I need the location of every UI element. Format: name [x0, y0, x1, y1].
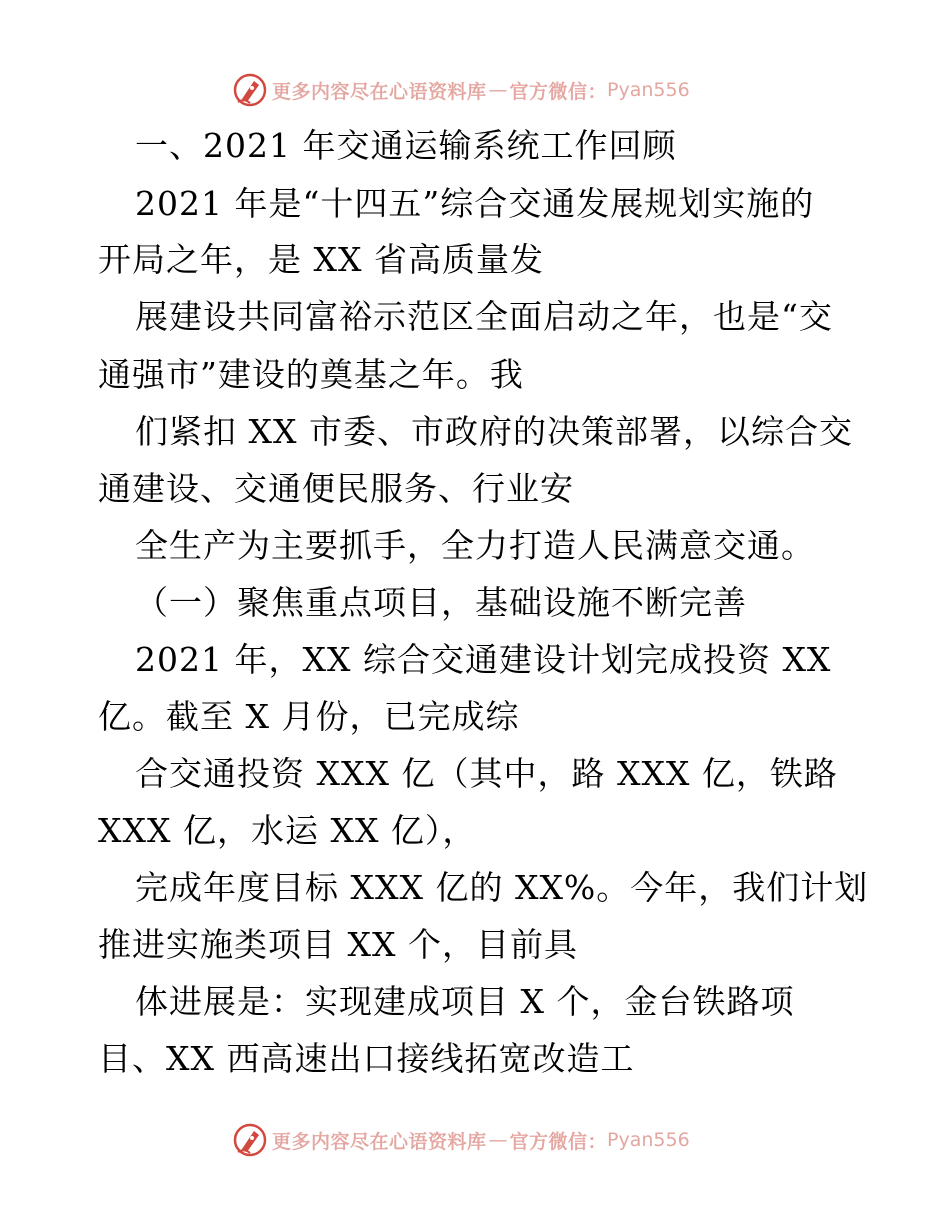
- paragraph-line: 2021 年，XX 综合交通建设计划完成投资 XX: [135, 640, 832, 679]
- paragraph-line: 通强市”建设的奠基之年。我: [98, 355, 524, 394]
- paragraph-line: 体进展是：实现建成项目 X 个，金台铁路项: [135, 982, 795, 1021]
- watermark-site-text: 更多内容尽在心语资料库: [272, 1130, 487, 1153]
- paragraph-line: 2021 年是“十四五”综合交通发展规划实施的: [135, 184, 815, 223]
- watermark-contact-id: Pyan556: [607, 79, 690, 101]
- pen-nib-logo-icon: [232, 1122, 268, 1158]
- watermark-content: [232, 72, 690, 108]
- watermark-site-text: 更多内容尽在心语资料库: [272, 80, 487, 103]
- paragraph-line: 全生产为主要抓手，全力打造人民满意交通。: [135, 526, 815, 565]
- paragraph-line: 目、XX 西高速出口接线拓宽改造工: [98, 1039, 635, 1078]
- header-watermark: [0, 70, 950, 110]
- pen-nib-logo-icon: [232, 72, 268, 108]
- paragraph-line: 完成年度目标 XXX 亿的 XX%。今年，我们计划: [135, 868, 869, 907]
- subsection-heading: （一）聚焦重点项目，基础设施不断完善: [135, 583, 747, 622]
- watermark-contact-text: 官方微信：: [509, 80, 608, 103]
- paragraph-line: 开局之年，是 XX 省高质量发: [98, 240, 544, 279]
- paragraph-line: XXX 亿，水运 XX 亿），: [98, 811, 477, 850]
- paragraph-line: 通建设、交通便民服务、行业安: [98, 469, 574, 508]
- paragraph-line: 亿。截至 X 月份，已完成综: [98, 697, 520, 736]
- footer-watermark: [0, 1120, 950, 1160]
- paragraph-line: 们紧扣 XX 市委、市政府的决策部署，以综合交: [135, 412, 853, 451]
- watermark-contact-id: Pyan556: [607, 1129, 690, 1151]
- paragraph-line: 合交通投资 XXX 亿（其中，路 XXX 亿，铁路: [135, 754, 838, 793]
- watermark-separator: —: [488, 79, 508, 101]
- paragraph-line: 展建设共同富裕示范区全面启动之年，也是“交: [135, 297, 833, 336]
- watermark-contact-text: 官方微信：: [509, 1130, 608, 1153]
- section-heading: 一、2021 年交通运输系统工作回顾: [135, 126, 677, 165]
- watermark-separator: —: [488, 1129, 508, 1151]
- watermark-content: [232, 1122, 690, 1158]
- paragraph-line: 推进实施类项目 XX 个，目前具: [98, 925, 578, 964]
